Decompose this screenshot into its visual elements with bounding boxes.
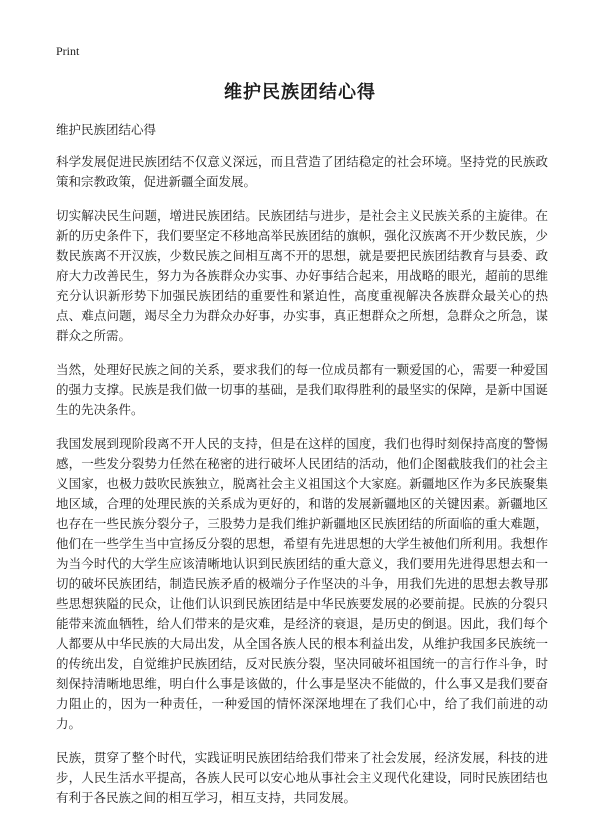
print-link[interactable]: Print [56,44,80,58]
paragraph-5: 民族，贯穿了整个时代，实践证明民族团结给我们带来了社会发展，经济发展，科技的进步，人民生活水平提高，各族人民可以安心地从事社会主义现代化建设，同时民族团结也有利于各民族之间的相互学习，相互支持，共同发展。 [56,750,548,805]
document-subtitle: 维护民族团结心得 [56,122,157,137]
page-title: 维护民族团结心得 [224,82,376,103]
paragraph-1: 科学发展促进民族团结不仅意义深远，而且营造了团结稳定的社会环境。坚持党的民族政策和宗教政策，促进新疆全面发展。 [56,154,548,189]
paragraph-4: 我国发展到现阶段离不开人民的支持，但是在这样的国度，我们也得时刻保持高度的警惕感，一些发分裂势力任然在秘密的进行破坏人民团结的活动，他们企图截肢我们的社会主义国家，也极力鼓吹民族独立，脱离社会主义祖国这个大家庭。新疆地区作为多民族聚集地区域，合理的处理民族的关系成为更好的，和谐的发展新疆地区的关键因素。新疆地区也存在一些民族分裂分子，三股势力是我们维护新疆地区民族团结的所面临的重大难题，他们在一些学生当中宣扬反分裂的思想，希望有先进思想的大学生被他们所利用。我想作为当今时代的大学生应该清晰地认识到民族团结的重大意义，我们要用先进得思想去和一切的破坏民族团结，制造民族矛盾的极端分子作坚决的斗争，用我们先进的思想去教导那些思想狭隘的民众，让他们认识到民族团结是中华民族要发展的必要前提。民族的分裂只能带来流血牺牲，给人们带来的是灾难，是经济的衰退，是历史的倒退。因此，我们每个人都要从中华民族的大局出发，从全国各族人民的根本利益出发，从维护我国多民族统一的传统出发，自觉维护民族团结，反对民族分裂，坚决同破坏祖国统一的言行作斗争，时刻保持清晰地思维，明白什么事是该做的，什么事是坚决不能做的，什么事又是我们要奋力阻止的，因为一种责任，一种爱国的情怀深深地埋在了我们心中，给了我们前进的动力。 [56,436,548,731]
paragraph-3: 当然，处理好民族之间的关系，要求我们的每一位成员都有一颗爱国的心，需要一种爱国的强力支撑。民族是我们做一切事的基础，是我们取得胜利的最坚实的保障，是新中国诞生的先决条件。 [56,362,548,417]
document-body [56,120,548,822]
paragraph-2: 切实解决民生问题，增进民族团结。民族团结与进步，是社会主义民族关系的主旋律。在新的历史条件下，我们要坚定不移地高举民族团结的旗帜，强化汉族离不开少数民族，少数民族离不开汉族，少数民族之间相互离不开的思想，就是要把民族团结教育与县委、政府大力改善民生，努力为各族群众办实事、办好事结合起来，用战略的眼光，超前的思维充分认识新形势下加强民族团结的重要性和紧迫性，高度重视解决各族群众最关心的热点、难点问题，竭尽全力为群众办好事，办实事，真正想群众之所想，急群众之所急，谋群众之所需。 [56,208,548,343]
